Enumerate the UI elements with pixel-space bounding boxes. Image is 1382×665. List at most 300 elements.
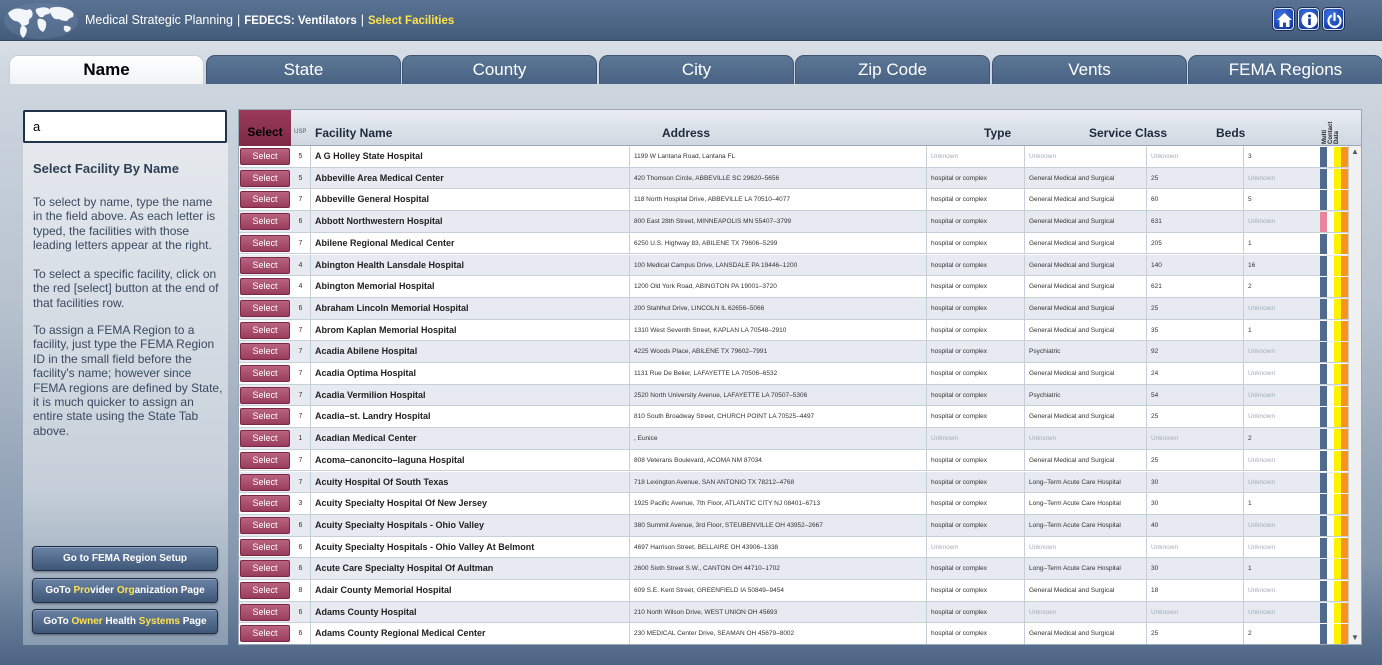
facility-name-cell: Abbott Northwestern Hospital xyxy=(310,211,629,232)
table-row xyxy=(239,146,1348,168)
beds-cell: 30 xyxy=(1146,558,1243,579)
service-class-cell: Unknown xyxy=(1024,537,1146,558)
address-cell: 2520 North University Avenue, LAFAYETTE LA 70507–5306 xyxy=(629,385,926,406)
address-cell: 230 MEDICAL Center Drive, SEAMAN OH 45679–8002 xyxy=(629,623,926,644)
contact-bar-blue xyxy=(1320,451,1327,471)
type-cell: hospital or complex xyxy=(926,211,1024,232)
address-cell: 1310 West Seventh Street, KAPLAN LA 70548–2910 xyxy=(629,320,926,341)
facility-name-cell: Abilene Regional Medical Center xyxy=(310,233,629,254)
fema-region-id-field[interactable]: 4 xyxy=(298,261,303,269)
btn-text-highlight: Owner xyxy=(71,616,103,627)
table-row xyxy=(239,189,1348,211)
contact-bar-yellow xyxy=(1334,364,1341,384)
type-cell: hospital or complex xyxy=(926,623,1024,644)
multi-contact-indicator xyxy=(1320,603,1348,623)
contact-bar-pink xyxy=(1320,212,1327,232)
contact-bar-blue xyxy=(1320,342,1327,362)
facility-name-cell: Abington Health Lansdale Hospital xyxy=(310,255,629,276)
type-cell: Unknown xyxy=(926,428,1024,449)
page-name: Select Facilities xyxy=(367,15,455,27)
contact-bar-white xyxy=(1327,429,1334,449)
beds-secondary-cell: Unknown xyxy=(1243,211,1319,232)
beds-cell: 18 xyxy=(1146,580,1243,601)
contact-bar-yellow xyxy=(1334,299,1341,319)
service-class-cell: General Medical and Surgical xyxy=(1024,211,1146,232)
facility-name-cell: Abraham Lincoln Memorial Hospital xyxy=(310,298,629,319)
contact-bar-yellow xyxy=(1334,624,1341,644)
facility-name-cell: A G Holley State Hospital xyxy=(310,146,629,167)
multi-contact-indicator xyxy=(1320,234,1348,254)
contact-bar-blue xyxy=(1320,299,1327,319)
info-icon xyxy=(1300,10,1319,30)
facility-name-cell: Abrom Kaplan Memorial Hospital xyxy=(310,320,629,341)
table-row xyxy=(239,623,1348,644)
contact-bar-white xyxy=(1327,299,1334,319)
type-cell: hospital or complex xyxy=(926,602,1024,623)
table-row xyxy=(239,428,1348,450)
scroll-down-icon[interactable]: ▼ xyxy=(1351,633,1359,642)
select-facility-button[interactable]: Select xyxy=(240,474,290,491)
beds-cell: 60 xyxy=(1146,189,1243,210)
fema-region-id-field[interactable]: 6 xyxy=(298,565,303,573)
contact-bar-orange xyxy=(1341,538,1348,558)
multi-contact-indicator xyxy=(1320,212,1348,232)
beds-secondary-cell: Unknown xyxy=(1243,580,1319,601)
multi-contact-indicator xyxy=(1320,494,1348,514)
grid-body xyxy=(239,146,1348,644)
select-facility-button[interactable]: Select xyxy=(240,257,290,274)
multi-contact-indicator xyxy=(1320,473,1348,493)
contact-bar-white xyxy=(1327,451,1334,471)
facility-name-cell: Acoma–canoncito–laguna Hospital xyxy=(310,450,629,471)
contact-bar-white xyxy=(1327,516,1334,536)
beds-secondary-cell: 3 xyxy=(1243,146,1319,167)
address-cell: 210 North Wilson Drive, WEST UNION OH 45693 xyxy=(629,602,926,623)
facility-name-cell: Acadian Medical Center xyxy=(310,428,629,449)
btn-text: anization Page xyxy=(134,585,205,596)
fema-region-id-field[interactable]: 8 xyxy=(298,587,303,594)
facility-name-cell: Acuity Specialty Hospitals - Ohio Valley xyxy=(310,515,629,536)
power-icon xyxy=(1325,10,1344,30)
facility-name-cell: Acadia–st. Landry Hospital xyxy=(310,406,629,427)
address-cell: 118 North Hospital Drive, ABBEVILLE LA 70510–4077 xyxy=(629,189,926,210)
col-address-header[interactable]: Address xyxy=(662,126,711,140)
beds-cell: 205 xyxy=(1146,233,1243,254)
contact-bar-orange xyxy=(1341,212,1348,232)
beds-cell: 25 xyxy=(1146,168,1243,189)
contact-bar-white xyxy=(1327,147,1334,167)
address-cell: 1199 W Lantana Road, Lantana FL xyxy=(629,146,926,167)
select-facility-button[interactable]: Select xyxy=(240,322,290,339)
contact-bar-blue xyxy=(1320,429,1327,449)
btn-text-highlight: Pro xyxy=(73,585,91,596)
beds-secondary-cell: Unknown xyxy=(1243,406,1319,427)
address-cell: 6250 U.S. Highway 83, ABILENE TX 79606–5299 xyxy=(629,233,926,254)
beds-cell: 25 xyxy=(1146,406,1243,427)
service-class-cell: General Medical and Surgical xyxy=(1024,189,1146,210)
btn-text: Page xyxy=(179,616,207,627)
beds-cell: 140 xyxy=(1146,255,1243,276)
type-cell: hospital or complex xyxy=(926,515,1024,536)
select-facility-button[interactable]: Select xyxy=(240,539,290,556)
contact-bar-orange xyxy=(1341,342,1348,362)
fema-region-id-field[interactable]: 6 xyxy=(298,218,303,226)
contact-bar-white xyxy=(1327,581,1334,601)
provider-organization-button[interactable] xyxy=(32,578,218,603)
fema-region-id-field[interactable]: 7 xyxy=(298,326,303,334)
select-facility-button[interactable]: Select xyxy=(240,170,290,187)
select-facility-button[interactable]: Select xyxy=(240,278,290,295)
tab-vents[interactable]: Vents xyxy=(992,55,1187,84)
multi-contact-indicator xyxy=(1320,321,1348,341)
fema-region-id-field[interactable]: 6 xyxy=(298,521,303,529)
contact-bar-blue xyxy=(1320,321,1327,341)
fema-region-id-field[interactable]: 7 xyxy=(298,348,303,356)
fema-region-id-field[interactable]: 6 xyxy=(298,630,303,638)
contact-bar-yellow xyxy=(1334,212,1341,232)
multi-contact-indicator xyxy=(1320,256,1348,276)
contact-bar-orange xyxy=(1341,147,1348,167)
service-class-cell: Long–Term Acute Care Hospital xyxy=(1024,558,1146,579)
btn-text: GoTo xyxy=(43,616,72,627)
beds-cell: Unknown xyxy=(1146,146,1243,167)
type-cell: hospital or complex xyxy=(926,189,1024,210)
table-row xyxy=(239,406,1348,428)
select-facility-button[interactable]: Select xyxy=(240,300,290,317)
multi-contact-indicator xyxy=(1320,451,1348,471)
btn-text: GoTo xyxy=(45,585,74,596)
beds-secondary-cell: Unknown xyxy=(1243,602,1319,623)
multi-contact-indicator xyxy=(1320,299,1348,319)
contact-bar-white xyxy=(1327,559,1334,579)
service-class-cell: General Medical and Surgical xyxy=(1024,450,1146,471)
type-cell: hospital or complex xyxy=(926,276,1024,297)
table-row xyxy=(239,385,1348,407)
fema-region-id-field[interactable]: 3 xyxy=(298,500,303,508)
contact-bar-white xyxy=(1327,256,1334,276)
beds-cell: 631 xyxy=(1146,211,1243,232)
service-class-cell: General Medical and Surgical xyxy=(1024,276,1146,297)
address-cell: 420 Thomson Circle, ABBEVILLE SC 29620–5656 xyxy=(629,168,926,189)
beds-cell: 54 xyxy=(1146,385,1243,406)
facility-name-search-input[interactable] xyxy=(23,110,227,143)
contact-bar-blue xyxy=(1320,386,1327,406)
select-facility-button[interactable]: Select xyxy=(240,495,290,512)
beds-secondary-cell: Unknown xyxy=(1243,537,1319,558)
beds-cell: Unknown xyxy=(1146,537,1243,558)
type-cell: hospital or complex xyxy=(926,233,1024,254)
table-row xyxy=(239,493,1348,515)
contact-bar-orange xyxy=(1341,190,1348,210)
tab-state[interactable]: State xyxy=(206,55,401,84)
address-cell: 808 Veterans Boulevard, ACOMA NM 87034 xyxy=(629,450,926,471)
col-facility-name-header[interactable]: Facility Name xyxy=(315,126,393,140)
type-cell: hospital or complex xyxy=(926,168,1024,189)
fema-region-id-field[interactable]: 6 xyxy=(298,608,303,616)
service-class-cell: Unknown xyxy=(1024,602,1146,623)
contact-bar-yellow xyxy=(1334,451,1341,471)
beds-secondary-cell: Unknown xyxy=(1243,168,1319,189)
fema-region-id-field[interactable]: 7 xyxy=(298,391,303,399)
contact-bar-white xyxy=(1327,494,1334,514)
contact-bar-white xyxy=(1327,212,1334,232)
address-cell: 1925 Pacific Avenue, 7th Floor, ATLANTIC CITY NJ 08401–6713 xyxy=(629,493,926,514)
table-row xyxy=(239,580,1348,602)
table-row xyxy=(239,515,1348,537)
contact-bar-orange xyxy=(1341,364,1348,384)
beds-secondary-cell: Unknown xyxy=(1243,385,1319,406)
contact-bar-yellow xyxy=(1334,169,1341,189)
contact-bar-yellow xyxy=(1334,603,1341,623)
multi-contact-indicator xyxy=(1320,277,1348,297)
home-icon xyxy=(1275,10,1294,30)
fema-region-id-field[interactable]: 4 xyxy=(298,283,303,291)
tab-bar xyxy=(9,55,1382,84)
table-row xyxy=(239,233,1348,255)
service-class-cell: General Medical and Surgical xyxy=(1024,623,1146,644)
table-row xyxy=(239,450,1348,472)
tab-zip-code[interactable]: Zip Code xyxy=(795,55,990,84)
service-class-cell: Long–Term Acute Care Hospital xyxy=(1024,472,1146,493)
contact-bar-blue xyxy=(1320,147,1327,167)
multi-contact-indicator xyxy=(1320,538,1348,558)
fema-region-id-field[interactable]: 7 xyxy=(298,413,303,421)
fema-region-id-field[interactable]: 6 xyxy=(298,304,303,312)
fema-region-id-field[interactable]: 7 xyxy=(298,478,303,486)
table-row xyxy=(239,537,1348,559)
beds-secondary-cell: Unknown xyxy=(1243,341,1319,362)
contact-bar-yellow xyxy=(1334,407,1341,427)
multi-contact-indicator xyxy=(1320,190,1348,210)
contact-bar-yellow xyxy=(1334,147,1341,167)
address-cell: 4697 Harrison Street, BELLAIRE OH 43906–1338 xyxy=(629,537,926,558)
select-facility-button[interactable]: Select xyxy=(240,235,290,252)
module-name: FEDECS: Ventilators xyxy=(244,15,357,27)
select-facility-button[interactable]: Select xyxy=(240,430,290,447)
service-class-cell: Psychiatric xyxy=(1024,341,1146,362)
col-select-label: Select xyxy=(247,125,283,139)
select-facility-button[interactable]: Select xyxy=(240,148,290,165)
beds-secondary-cell: Unknown xyxy=(1243,450,1319,471)
facility-name-cell: Adair County Memorial Hospital xyxy=(310,580,629,601)
contact-bar-orange xyxy=(1341,407,1348,427)
contact-bar-orange xyxy=(1341,299,1348,319)
info-button[interactable] xyxy=(1298,8,1319,30)
beds-secondary-cell: 2 xyxy=(1243,428,1319,449)
table-row xyxy=(239,602,1348,624)
table-row xyxy=(239,298,1348,320)
type-cell: Unknown xyxy=(926,537,1024,558)
beds-secondary-cell: Unknown xyxy=(1243,363,1319,384)
fema-region-id-field[interactable]: 1 xyxy=(298,435,303,443)
table-row xyxy=(239,320,1348,342)
facility-name-cell: Acuity Specialty Hospitals - Ohio Valley At Belmont xyxy=(310,537,629,558)
tab-fema-regions[interactable]: FEMA Regions xyxy=(1188,55,1382,84)
beds-cell: 621 xyxy=(1146,276,1243,297)
col-service-class-header[interactable]: Service Class xyxy=(1089,126,1168,140)
contact-bar-orange xyxy=(1341,169,1348,189)
contact-bar-orange xyxy=(1341,581,1348,601)
tab-county[interactable]: County xyxy=(402,55,597,84)
beds-cell: 25 xyxy=(1146,298,1243,319)
contact-bar-orange xyxy=(1341,451,1348,471)
contact-bar-white xyxy=(1327,190,1334,210)
type-cell: hospital or complex xyxy=(926,255,1024,276)
contact-bar-yellow xyxy=(1334,516,1341,536)
select-facility-button[interactable]: Select xyxy=(240,625,290,642)
fema-region-id-field[interactable]: 7 xyxy=(298,370,303,377)
service-class-cell: Unknown xyxy=(1024,428,1146,449)
contact-bar-white xyxy=(1327,321,1334,341)
contact-bar-blue xyxy=(1320,516,1327,536)
contact-bar-yellow xyxy=(1334,256,1341,276)
contact-bar-blue xyxy=(1320,190,1327,210)
beds-secondary-cell: 1 xyxy=(1243,558,1319,579)
fema-region-id-field[interactable]: 5 xyxy=(298,174,303,182)
select-facility-button[interactable]: Select xyxy=(240,408,290,425)
select-facility-button[interactable]: Select xyxy=(240,365,290,382)
multi-contact-indicator xyxy=(1320,407,1348,427)
contact-bar-yellow xyxy=(1334,234,1341,254)
service-class-cell: General Medical and Surgical xyxy=(1024,363,1146,384)
multi-contact-indicator xyxy=(1320,559,1348,579)
address-cell: 810 South Broadway Street, CHURCH POINT LA 70525–4497 xyxy=(629,406,926,427)
header-bar xyxy=(0,0,1382,41)
contact-bar-white xyxy=(1327,342,1334,362)
col-type-header[interactable]: Type xyxy=(984,126,1012,140)
contact-bar-yellow xyxy=(1334,559,1341,579)
instructions-heading: Select Facility By Name xyxy=(33,161,179,176)
select-facility-button[interactable]: Select xyxy=(240,213,290,230)
address-cell: , Eunice xyxy=(629,428,926,449)
table-row xyxy=(239,363,1348,385)
contact-bar-blue xyxy=(1320,559,1327,579)
power-button[interactable] xyxy=(1323,8,1344,30)
tab-name[interactable]: Name xyxy=(9,55,204,84)
multi-contact-indicator xyxy=(1320,581,1348,601)
contact-bar-blue xyxy=(1320,581,1327,601)
contact-bar-blue xyxy=(1320,538,1327,558)
select-facility-button[interactable]: Select xyxy=(240,560,290,577)
contact-bar-white xyxy=(1327,234,1334,254)
select-facility-button[interactable]: Select xyxy=(240,191,290,208)
contact-bar-orange xyxy=(1341,277,1348,297)
multi-contact-indicator xyxy=(1320,364,1348,384)
beds-cell: Unknown xyxy=(1146,602,1243,623)
facility-name-cell: Acuity Specialty Hospital Of New Jersey xyxy=(310,493,629,514)
contact-bar-white xyxy=(1327,603,1334,623)
contact-bar-orange xyxy=(1341,429,1348,449)
type-cell: hospital or complex xyxy=(926,450,1024,471)
type-cell: hospital or complex xyxy=(926,320,1024,341)
facility-name-cell: Acuity Hospital Of South Texas xyxy=(310,472,629,493)
beds-cell: 40 xyxy=(1146,515,1243,536)
fema-region-id-field[interactable]: 7 xyxy=(298,239,303,247)
select-facility-button[interactable]: Select xyxy=(240,517,290,534)
left-panel xyxy=(23,110,228,645)
fema-region-id-field[interactable]: 7 xyxy=(298,196,303,204)
contact-bar-blue xyxy=(1320,407,1327,427)
fema-region-setup-button[interactable]: Go to FEMA Region Setup xyxy=(32,546,218,571)
service-class-cell: General Medical and Surgical xyxy=(1024,320,1146,341)
table-row xyxy=(239,211,1348,233)
contact-bar-white xyxy=(1327,407,1334,427)
type-cell: Unknown xyxy=(926,146,1024,167)
col-beds-header[interactable]: Beds xyxy=(1216,126,1246,140)
table-row xyxy=(239,472,1348,494)
contact-bar-yellow xyxy=(1334,190,1341,210)
select-facility-button[interactable]: Select xyxy=(240,387,290,404)
contact-bar-blue xyxy=(1320,169,1327,189)
facility-name-cell: Acadia Vermilion Hospital xyxy=(310,385,629,406)
multi-contact-indicator xyxy=(1320,516,1348,536)
select-facility-button[interactable]: Select xyxy=(240,343,290,360)
col-usp-header: USP xyxy=(294,129,307,135)
contact-bar-blue xyxy=(1320,234,1327,254)
beds-cell: 30 xyxy=(1146,493,1243,514)
service-class-cell: General Medical and Surgical xyxy=(1024,233,1146,254)
address-cell: 2600 Sixth Street S.W., CANTON OH 44710–1702 xyxy=(629,558,926,579)
fema-region-id-field[interactable]: 7 xyxy=(298,456,303,464)
title-separator: | xyxy=(237,13,241,27)
address-cell: 100 Medical Campus Drive, LANSDALE PA 19446–1200 xyxy=(629,255,926,276)
header-title xyxy=(85,13,454,27)
beds-cell: 92 xyxy=(1146,341,1243,362)
scroll-up-icon[interactable]: ▲ xyxy=(1351,147,1359,156)
multi-contact-indicator xyxy=(1320,169,1348,189)
contact-bar-white xyxy=(1327,364,1334,384)
beds-secondary-cell: 1 xyxy=(1243,493,1319,514)
grid-scrollbar[interactable] xyxy=(1348,146,1361,644)
instructions-paragraph: To select by name, type the name in the field above. As each letter is typed, the facilities with those leading letters appear at the right. xyxy=(33,195,216,253)
contact-bar-yellow xyxy=(1334,494,1341,514)
tab-city[interactable]: City xyxy=(599,55,794,84)
address-cell: 800 East 28th Street, MINNEAPOLIS MN 55407–3799 xyxy=(629,211,926,232)
contact-bar-white xyxy=(1327,277,1334,297)
beds-secondary-cell: 2 xyxy=(1243,623,1319,644)
contact-bar-blue xyxy=(1320,473,1327,493)
multi-contact-indicator xyxy=(1320,624,1348,644)
facility-name-cell: Abington Memorial Hospital xyxy=(310,276,629,297)
owner-health-systems-button[interactable] xyxy=(32,609,218,634)
beds-secondary-cell: Unknown xyxy=(1243,298,1319,319)
select-facility-button[interactable]: Select xyxy=(240,604,290,621)
beds-secondary-cell: 16 xyxy=(1243,255,1319,276)
type-cell: hospital or complex xyxy=(926,558,1024,579)
table-row xyxy=(239,255,1348,277)
select-facility-button[interactable]: Select xyxy=(240,582,290,599)
beds-cell: 30 xyxy=(1146,472,1243,493)
col-select-header xyxy=(239,110,291,146)
type-cell: hospital or complex xyxy=(926,580,1024,601)
fema-region-id-field[interactable]: 5 xyxy=(298,153,303,160)
btn-text-highlight: Org xyxy=(116,585,135,596)
select-facility-button[interactable]: Select xyxy=(240,452,290,469)
contact-bar-orange xyxy=(1341,516,1348,536)
home-button[interactable] xyxy=(1273,8,1294,30)
contact-bar-blue xyxy=(1320,364,1327,384)
app-name: Medical Strategic Planning xyxy=(85,13,233,27)
contact-bar-orange xyxy=(1341,624,1348,644)
contact-bar-orange xyxy=(1341,559,1348,579)
address-cell: 609 S.E. Kent Street, GREENFIELD IA 50849–9454 xyxy=(629,580,926,601)
beds-secondary-cell: Unknown xyxy=(1243,515,1319,536)
contact-bar-orange xyxy=(1341,473,1348,493)
service-class-cell: General Medical and Surgical xyxy=(1024,255,1146,276)
fema-region-id-field[interactable]: 6 xyxy=(298,543,303,551)
facility-grid xyxy=(238,109,1362,645)
contact-bar-blue xyxy=(1320,494,1327,514)
